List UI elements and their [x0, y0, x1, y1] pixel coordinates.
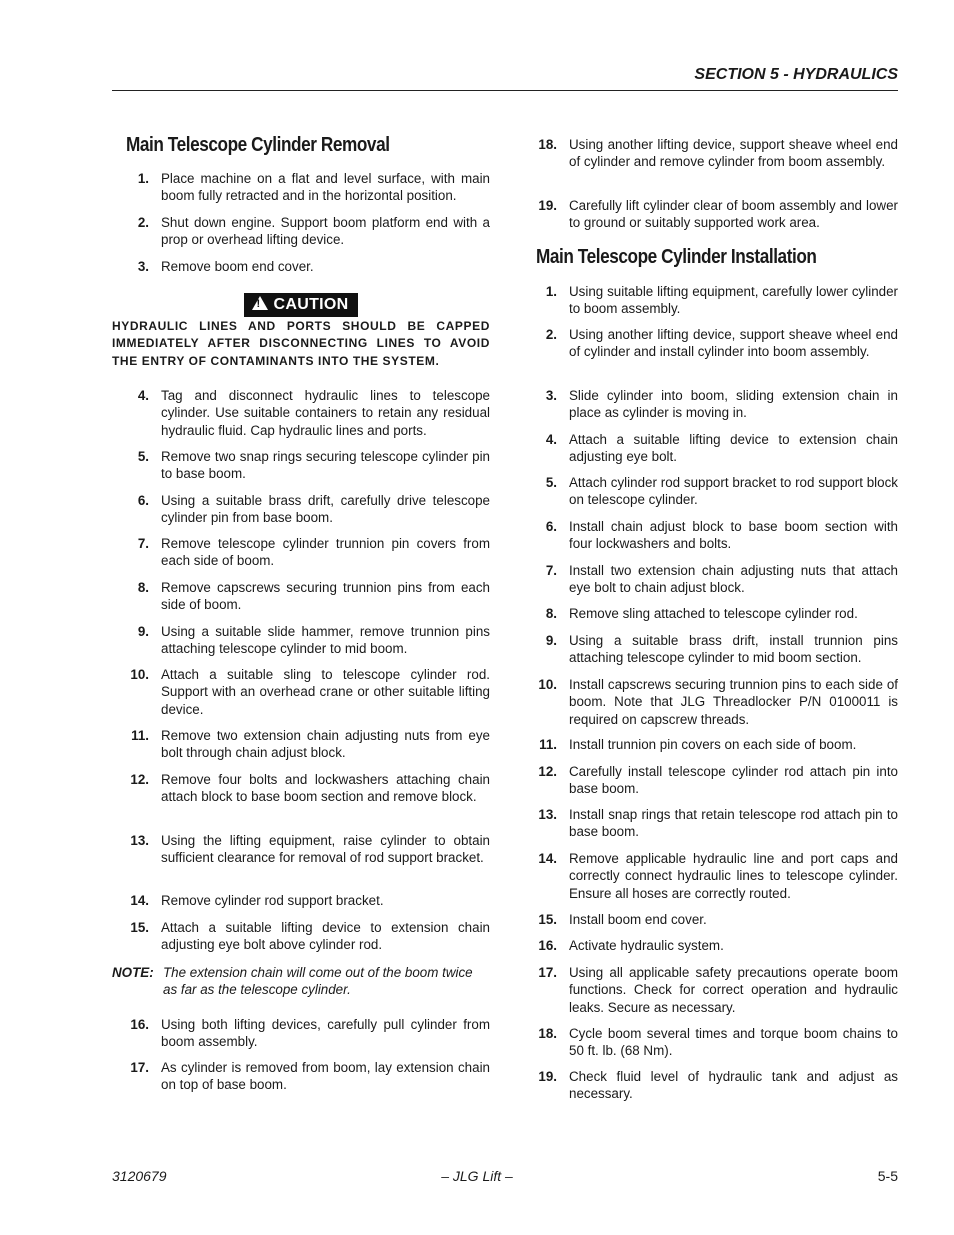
list-item: 2. Using another lifting device, support sheave wheel end of cylinder and install cylinder into boom assembly. — [545, 327, 898, 360]
section-title: SECTION 5 - HYDRAULICS — [694, 66, 898, 83]
warning-icon — [252, 296, 268, 310]
brand-footer: – JLG Lift – — [441, 1168, 513, 1184]
list-item: 11. Install trunnion pin covers on each side of boom. — [539, 737, 857, 752]
list-item: 13. Using the lifting equipment, raise cylinder to obtain sufficient clearance for removal of rod support bracket. — [130, 833, 490, 866]
list-item: 7. Remove telescope cylinder trunnion pin covers from each side of boom. — [137, 536, 490, 569]
list-item: 15. Attach a suitable lifting device to extension chain adjusting eye bolt above cylinder rod. — [130, 920, 490, 953]
list-item: 13. Install snap rings that retain telescope rod attach pin to base boom. — [538, 807, 898, 840]
list-item: 5. Remove two snap rings securing telescope cylinder pin to base boom. — [137, 449, 490, 482]
list-item: 18. Using another lifting device, support sheave wheel end of cylinder and remove cylinder from boom assembly. — [538, 137, 898, 170]
list-item: 9. Using a suitable slide hammer, remove trunnion pins attaching telescope cylinder to mid boom. — [137, 624, 490, 657]
list-item: 6. Using a suitable brass drift, carefully drive telescope cylinder pin from base boom. — [137, 493, 490, 526]
list-item: 2. Shut down engine. Support boom platform end with a prop or overhead lifting device. — [137, 215, 490, 248]
note-text: The extension chain will come out of the boom twice as far as the telescope cylinder. — [163, 965, 473, 998]
removal-heading: Main Telescope Cylinder Removal — [126, 134, 390, 156]
page-header — [112, 66, 898, 91]
list-item: 14. Remove applicable hydraulic line and port caps and correctly connect hydraulic lines to telescope cylinder. Ensure all hoses are correctly routed. — [538, 851, 898, 901]
list-item: 16. Activate hydraulic system. — [538, 938, 724, 953]
list-item: 19. Check fluid level of hydraulic tank and adjust as necessary. — [538, 1069, 898, 1102]
caution-banner — [112, 293, 490, 317]
list-item: 5. Attach cylinder rod support bracket to rod support block on telescope cylinder. — [545, 475, 898, 508]
list-item: 8. Remove sling attached to telescope cylinder rod. — [545, 606, 858, 621]
list-item: 4. Tag and disconnect hydraulic lines to telescope cylinder. Use suitable containers to retain any residual hydraulic fluid. Cap hydraulic lines and ports. — [137, 388, 490, 438]
list-item: 19. Carefully lift cylinder clear of boom assembly and lower to ground or suitably supported work area. — [538, 198, 898, 231]
list-item: 11. Remove two extension chain adjusting nuts from eye bolt through chain adjust block. — [131, 728, 490, 761]
list-item: 16. Using both lifting devices, carefully pull cylinder from boom assembly. — [130, 1017, 490, 1050]
list-item: 3. Slide cylinder into boom, sliding extension chain in place as cylinder is moving in. — [545, 388, 898, 421]
list-item: 9. Using a suitable brass drift, install trunnion pins attaching telescope cylinder to mid boom section. — [545, 633, 898, 666]
page-number: 5-5 — [877, 1168, 898, 1184]
list-item: 17. Using all applicable safety precautions operate boom functions. Check for correct operation and hydraulic leaks. Secure as necessary. — [538, 965, 898, 1015]
list-item: 6. Install chain adjust block to base boom section with four lockwashers and bolts. — [545, 519, 898, 552]
list-item: 18. Cycle boom several times and torque boom chains to 50 ft. lb. (68 Nm). — [538, 1026, 898, 1059]
list-item: 12. Remove four bolts and lockwashers attaching chain attach block to base boom section and remove block. — [130, 772, 490, 805]
list-item: 14. Remove cylinder rod support bracket. — [130, 893, 384, 908]
note-label: NOTE: — [112, 965, 154, 980]
list-item: 7. Install two extension chain adjusting nuts that attach eye bolt to chain adjust block. — [545, 563, 898, 596]
list-item: 15. Install boom end cover. — [538, 912, 707, 927]
list-item: 4. Attach a suitable lifting device to extension chain adjusting eye bolt. — [545, 432, 898, 465]
list-item: 3. Remove boom end cover. — [137, 259, 314, 274]
list-item: 1. Using suitable lifting equipment, carefully lower cylinder to boom assembly. — [545, 284, 898, 317]
doc-number: 3120679 — [112, 1168, 167, 1184]
list-item: 17. As cylinder is removed from boom, lay extension chain on top of base boom. — [130, 1060, 490, 1093]
list-item: 12. Carefully install telescope cylinder rod attach pin into base boom. — [538, 764, 898, 797]
note — [112, 964, 490, 999]
caution-label: CAUTION — [273, 296, 349, 313]
list-item: 1. Place machine on a flat and level surface, with main boom fully retracted and in the horizontal position. — [137, 171, 490, 204]
caution-text: HYDRAULIC LINES AND PORTS SHOULD BE CAPPED IMMEDIATELY AFTER DISCONNECTING LINES TO AVOID THE ENTRY OF CONTAMINANTS INTO THE SYSTEM. — [112, 319, 490, 368]
installation-heading: Main Telescope Cylinder Installation — [536, 246, 817, 268]
list-item: 10. Attach a suitable sling to telescope cylinder rod. Support with an overhead crane or other suitable lifting device. — [130, 667, 490, 717]
list-item: 8. Remove capscrews securing trunnion pins from each side of boom. — [137, 580, 490, 613]
list-item: 10. Install capscrews securing trunnion pins to each side of boom. Note that JLG Threadlocker P/N 0100011 is required on capscrew threads. — [538, 677, 898, 727]
